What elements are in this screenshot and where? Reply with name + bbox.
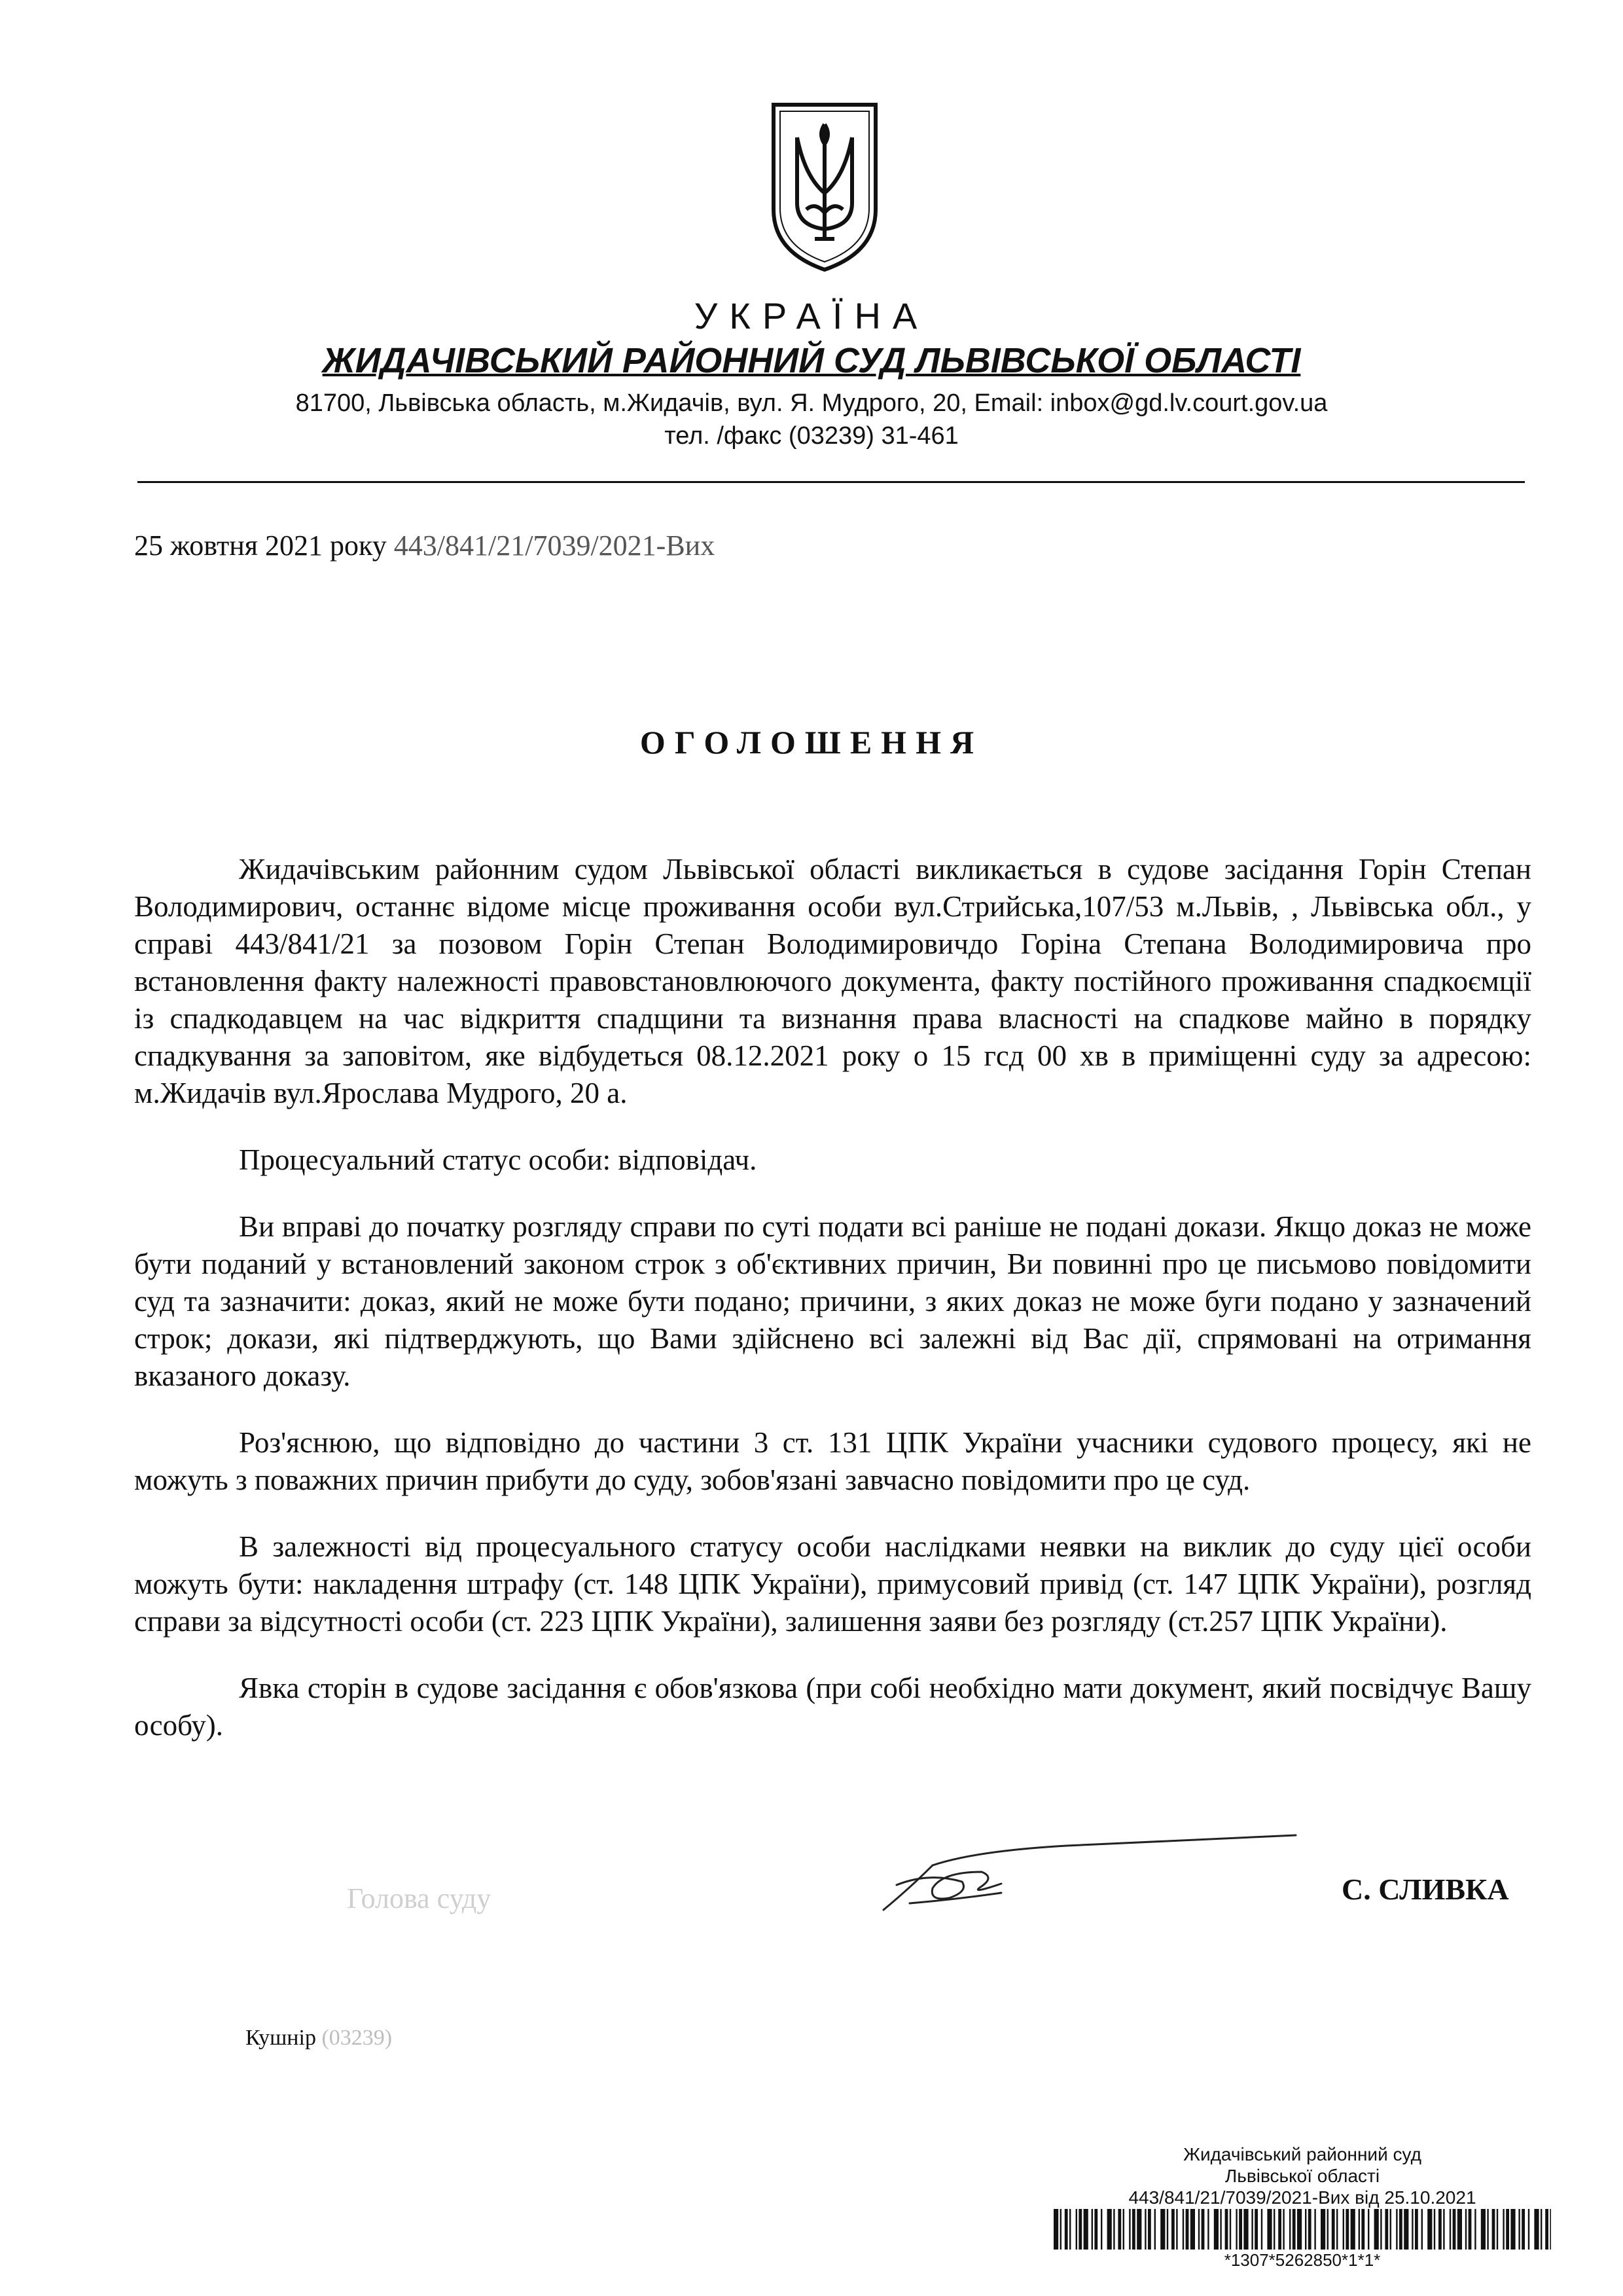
barcode	[1054, 2209, 1551, 2250]
executor-phone: (03239)	[321, 2026, 393, 2050]
document-body	[134, 851, 1531, 1774]
handwritten-signature	[870, 1826, 1302, 1918]
signer-title: Голова суду	[347, 1882, 491, 1914]
paragraph: В залежності від процесуального статусу особи наслідками неявки на виклик до суду цієї особи можуть бути: накладення штрафу (ст. 148 ЦПК України), примусовий привід (ст. 147 ЦПК України), розгляд справи за відсутності особи (ст. 223 ЦПК України), залишення заяви без розгляду (ст.257 ЦПК України).	[134, 1530, 1531, 1638]
paragraph: Ви вправі до початку розгляду справи по суті подати всі раніше не подані докази. Якщо доказ не може бути поданий у встановлений законом строк з об'єктивних причин, Ви повинні про це письмово повідомити суд та зазначити: доказ, який не може бути подано; причини, з яких доказ не може буги подано у зазначений строк; докази, які підтверджують, що Вами здійснено всі залежні від Вас дії, спрямовані на отримання вказаного доказу.	[134, 1210, 1531, 1392]
stamp-region: Львівської області	[1224, 2166, 1380, 2186]
header-divider	[137, 481, 1525, 483]
letter-date: 25 жовтня 2021 року	[134, 529, 387, 562]
court-name: ЖИДАЧІВСЬКИЙ РАЙОННИЙ СУД ЛЬВІВСЬКОЇ ОБЛАСТІ	[322, 341, 1301, 380]
paragraph: Процесуальний статус особи: відповідач.	[239, 1143, 757, 1176]
paragraph: Явка сторін в судове засідання є обов'язкова (при собі необхідно мати документ, який посвідчує Вашу особу).	[134, 1672, 1531, 1742]
letter-reference: 443/841/21/7039/2021-Вих	[393, 529, 715, 562]
court-phone: тел. /факс (03239) 31-461	[664, 422, 959, 450]
executor-name: Кушнір	[245, 2026, 316, 2050]
registration-stamp	[1041, 2144, 1564, 2208]
country-name: УКРАЇНА	[694, 295, 929, 336]
trident-coat-of-arms-icon	[766, 98, 883, 275]
signer-name: С. СЛИВКА	[1342, 1873, 1509, 1906]
paragraph: Роз'яснюю, що відповідно до частини 3 ст. 131 ЦПК України учасники судового процесу, які не можуть з поважних причин прибути до суду, зобов'язані завчасно повідомити про це суд.	[134, 1426, 1531, 1496]
paragraph: Жидачівським районним судом Львівської області викликається в судове засідання Горін Степан Володимирович, останнє відоме місце проживання особи вул.Стрийська,107/53 м.Львів, , Львівська обл., у справі 443/841/21 за позовом Горін Степан Володимировичдо Горіна Степана Володимировича про встановлення факту належності правовстановлюючого документа, факту постійного проживання спадкоємції із спадкодавцем на час відкриття спадщини та визнання права власності на спадкове майно в порядку спадкування за заповітом, яке відбудеться 08.12.2021 року о 15 гсд 00 хв в приміщенні суду за адресою: м.Жидачів вул.Ярослава Мудрого, 20 а.	[134, 853, 1531, 1109]
letter-date-reference	[134, 529, 715, 562]
stamp-reference: 443/841/21/7039/2021-Вих від 25.10.2021	[1128, 2187, 1476, 2208]
court-address: 81700, Львівська область, м.Жидачів, вул. Я. Мудрого, 20, Email: inbox@gd.lv.court.gov.ua	[295, 389, 1328, 417]
executor	[245, 2026, 392, 2051]
document-title: ОГОЛОШЕННЯ	[639, 724, 984, 761]
stamp-court-name: Жидачівський районний суд	[1183, 2144, 1421, 2164]
barcode-text: *1307*5262850*1*1*	[1224, 2250, 1381, 2270]
